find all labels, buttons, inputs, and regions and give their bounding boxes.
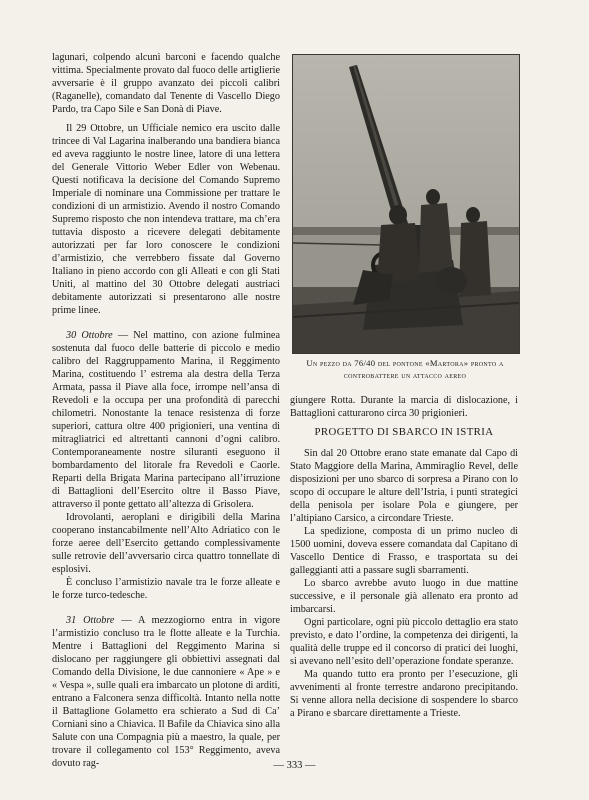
paragraph: Idrovolanti, aeroplani e dirigibili della Marina cooperano instancabilmente nell’Alto Adriatico con le forze aeree dell’Esercito gettando complessivamente sulle retrovie dell’avversario circa quattro tonnellate di esplosivi.	[52, 512, 280, 575]
paragraph: Ma quando tutto era pronto per l’esecuzione, gli avvenimenti al fronte terrestre andarono precipitando. Si venne allora nella decisione di sospendere lo sbarco a Pirano e sbarcare direttamente a Trieste.	[290, 669, 518, 719]
paragraph-text: — A mezzogiorno entra in vigore l’armistizio concluso tra le flotte alleate e la Turchia. Mentre i Battaglioni del Reggimento Marina si dislocano per raggiungere gli obbiettivi assegnati dal Comando della Divisione, le due cannoniere « Ape » e « Vespa », sulle quali era imbarcato un plotone di arditi, entrano a Falconera senza difficoltà. Intanto nella notte il Battaglione Golametto era schierato a Sud di Ca’ Corniani sino a Chiavica. Il Bafile da Chiavica sino alla Salute con una Compagnia più a maestro, la quale, per trovare il collegamento col 153° Reggimento, aveva dovuto rag-	[52, 615, 280, 769]
left-text-column	[52, 51, 280, 770]
photo-caption: Un pezzo da 76/40 del pontone «Martora» pronto a controbattere un attacco aereo	[306, 358, 504, 380]
paragraph: Il 29 Ottobre, un Ufficiale nemico era uscito dalle trincee di Val Lagarina inalberando una bandiera bianca ed aveva raggiunto le nostre linee, latore di una lettera del Generale Vittorio Weber Edler von Webenau. Questi notificava la decisione del Comando Supremo Imperiale di nominare una Commissione per trattare le condizioni di un armistizio. Avendo il nostro Comando Supremo risposto che non intendeva trattare, ma ch’era tuttavia disposto a ricevere delegati debitamente autorizzati per far loro conoscere le condizioni d’armistizio, che verrebbero fissate dal Governo Italiano in pieno accordo con gli Alleati e con gli Stati Uniti, al mattino del 30 Ottobre delegati austriaci debitamente autorizzati si presentarono alle nostre prime linee.	[52, 123, 280, 316]
right-text-column	[290, 394, 518, 720]
paragraph: Ogni particolare, ogni più piccolo dettaglio era stato previsto, e dato l’ordine, la competenza dei dirigenti, la qualità delle truppe ed il concorso di pratici dei luoghi, si avevano nell’esito dell’operazione fondate speranze.	[290, 617, 518, 667]
page-number: — 333 —	[273, 760, 316, 771]
paragraph: giungere Rotta. Durante la marcia di dislocazione, i Battaglioni catturarono circa 30 prigionieri.	[290, 395, 518, 419]
paragraph: lagunari, colpendo alcuni barconi e facendo qualche vittima. Specialmente provato dal fuoco delle artiglierie avversarie è il gruppo avanzato dei piccoli calibri (Raganelle), comandato dal Tenente di Vascello Diego Pardo, tra Capo Sile e San Donà di Piave.	[52, 52, 280, 115]
date-label: 30 Ottobre	[66, 330, 113, 341]
paragraph	[52, 329, 280, 511]
anti-aircraft-gun-photo	[292, 54, 520, 354]
paragraph-text: — Nel mattino, con azione fulminea sostenuta dal fuoco delle batterie di piccolo e medio calibro del Raggruppamento Marina, il Reggimento Marina, costituendo l’ estrema ala destra della Terza Armata, passa il Piave alla foce, irrompe nell’ansa di Revedoli e la occupa per una profondità di parecchi chilometri. Nonostante la tenace resistenza di forze superiori, cattura oltre 400 prigionieri, una ventina di mitragliatrici ed altrettanti cannoni d’ogni calibro. Contemporaneamente nostre siluranti eseguono il bombardamento del litorale fra Revedoli e Caorle. Reparti della Brigata Marina partecipano all’irruzione di Battaglioni dell’Esercito oltre il Basso Piave, attraverso il ponte gettato all’altezza di Grisolera.	[52, 330, 280, 510]
paragraph: È concluso l’armistizio navale tra le forze alleate e le forze turco-tedesche.	[52, 577, 280, 601]
date-label: 31 Ottobre	[66, 615, 115, 626]
paragraph: Sin dal 20 Ottobre erano state emanate dal Capo di Stato Maggiore della Marina, Ammiraglio Revel, delle disposizioni per uno sbarco di sorpresa a Pirano con lo scopo di occupare le alture dell’Istria, i punti strategici della penisola per isolare Pola e giungere, per l’altipiano Carsico, a circondare Trieste.	[290, 448, 518, 524]
paragraph: Lo sbarco avrebbe avuto luogo in due mattine successive, e il personale già allenato era pronto ad imbarcarsi.	[290, 578, 518, 615]
paragraph	[52, 614, 280, 770]
paragraph: La spedizione, composta di un primo nucleo di 1500 uomini, doveva essere comandata dal Capitano di Vascello Dentice di Frasso, e trasportata su dei galleggianti atti a passare sugli sbarramenti.	[290, 526, 518, 576]
section-heading: PROGETTO DI SBARCO IN ISTRIA	[314, 426, 494, 438]
